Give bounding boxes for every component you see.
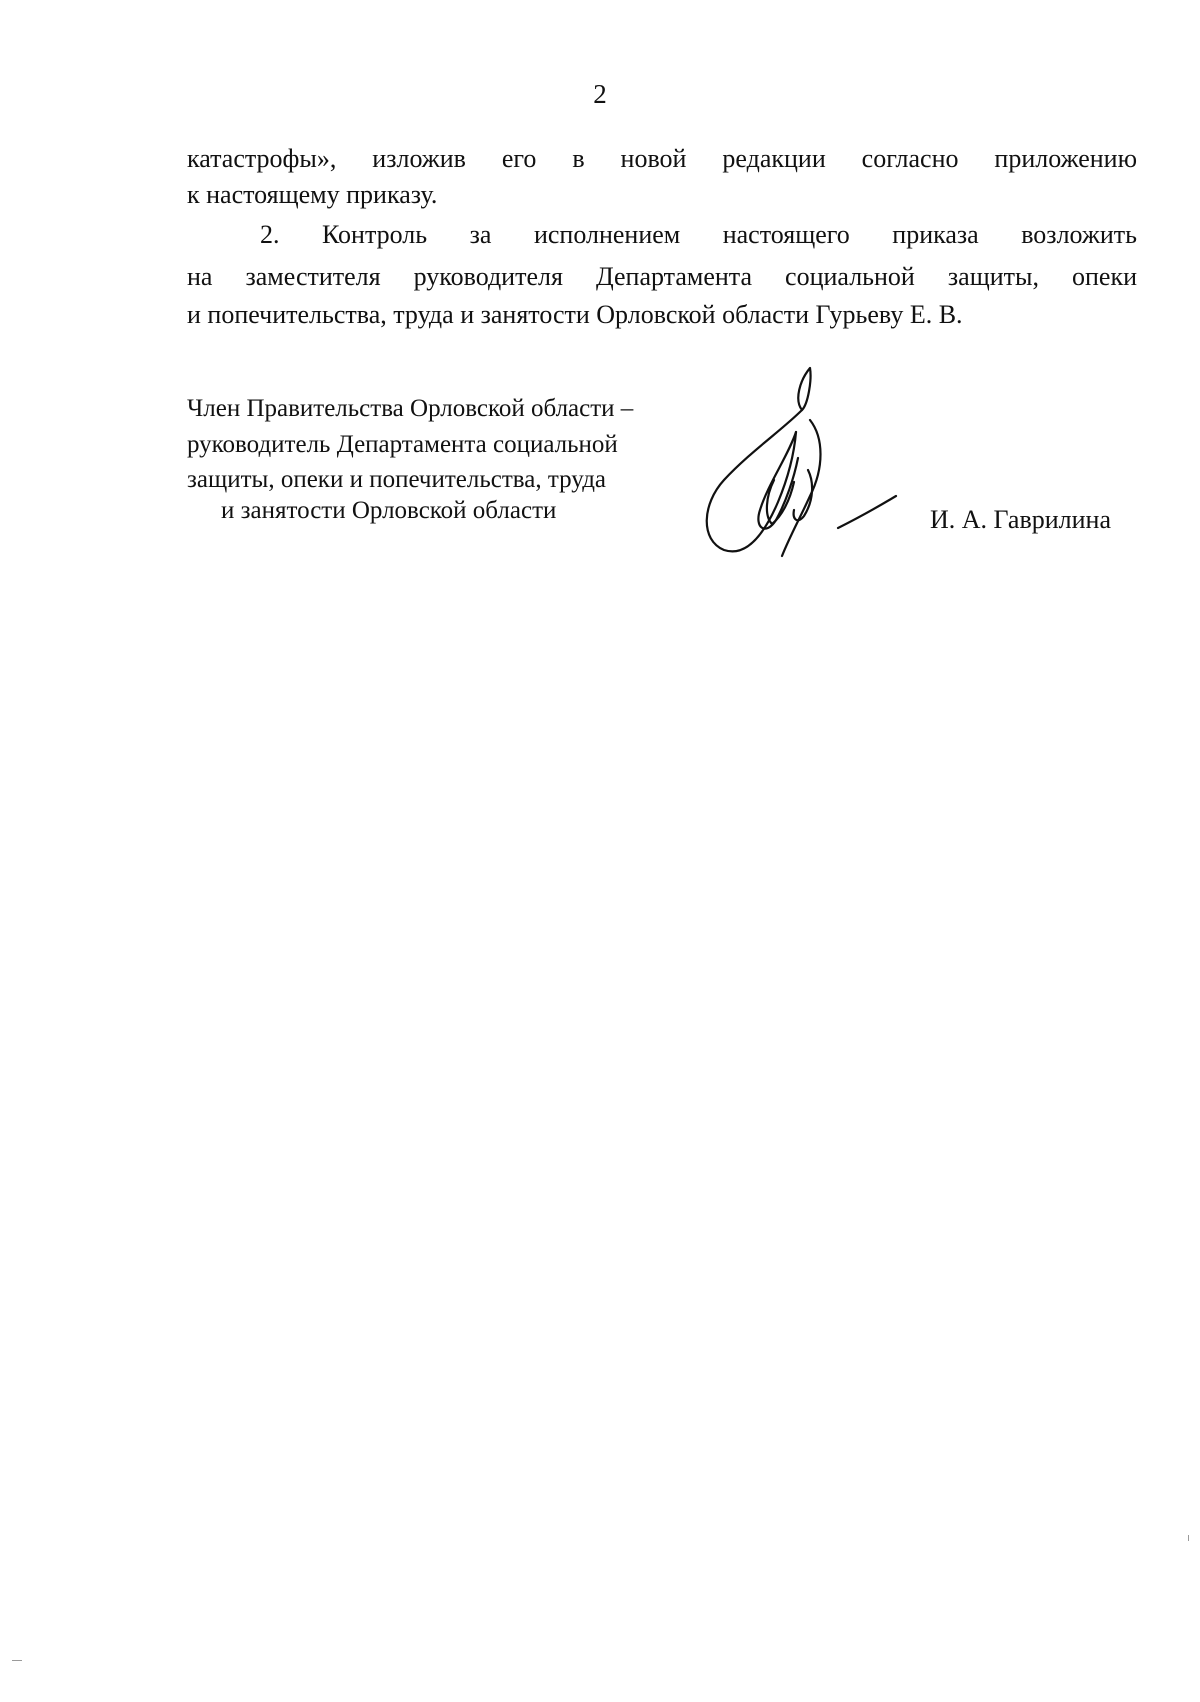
scan-artifact <box>1188 1535 1189 1541</box>
signer-position-line-1: Член Правительства Орловской области – <box>187 395 634 422</box>
body-line-1: катастрофы», изложив его в новой редакции согласно приложению <box>187 144 1137 173</box>
signer-position-line-2: руководитель Департамента социальной <box>187 431 618 458</box>
body-line-3: 2. Контроль за исполнением настоящего приказа возложить <box>260 220 1137 249</box>
body-line-2: к настоящему приказу. <box>187 180 438 209</box>
handwritten-signature <box>690 360 910 560</box>
signer-name: И. А. Гаврилина <box>930 505 1112 534</box>
signer-position-line-3: защиты, опеки и попечительства, труда <box>187 466 607 493</box>
body-line-5: и попечительства, труда и занятости Орловской области Гурьеву Е. В. <box>187 300 963 329</box>
signer-position-line-4: и занятости Орловской области <box>221 497 557 524</box>
scan-artifact <box>12 1660 22 1661</box>
body-line-4: на заместителя руководителя Департамента социальной защиты, опеки <box>187 262 1137 291</box>
page-number: 2 <box>593 79 607 109</box>
